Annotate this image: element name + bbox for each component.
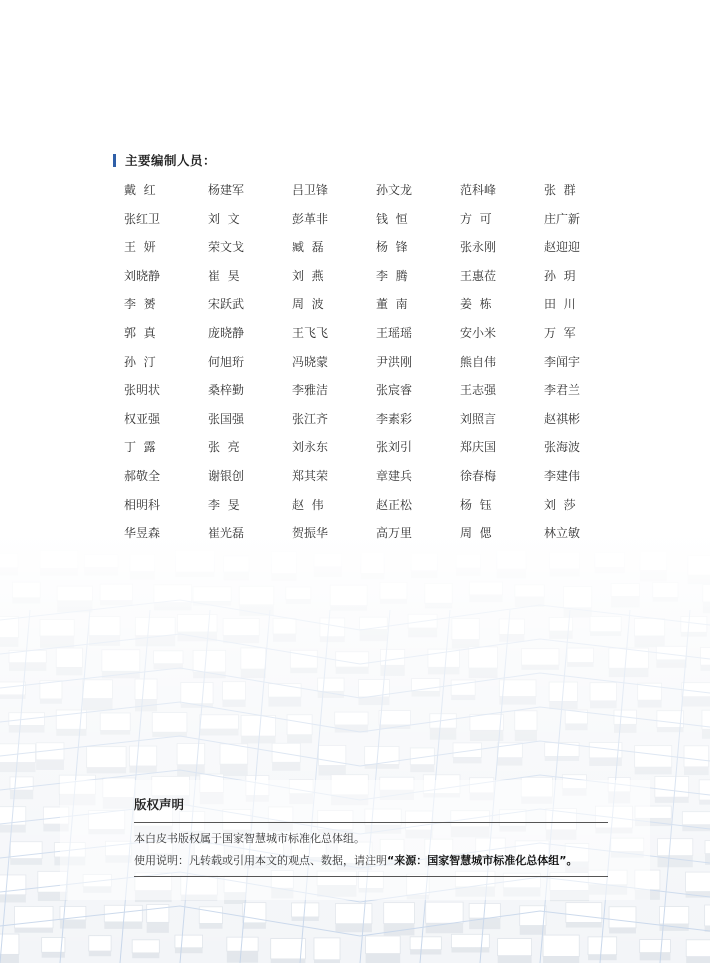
- editor-name: 张国强: [208, 411, 245, 426]
- editor-name: 王瑶瑶: [376, 325, 413, 340]
- editor-name: 刘 莎: [544, 497, 576, 512]
- usage-note-text: 使用说明：凡转载或引用本文的观点、数据，请注明: [134, 854, 387, 867]
- editor-name: 戴 红: [124, 183, 156, 197]
- editors-title-text: 主要编制人员：: [125, 153, 217, 168]
- editor-name: 彭革非: [292, 211, 329, 226]
- editor-name: 李 赟: [124, 297, 156, 312]
- editor-name: 章建兵: [376, 468, 413, 483]
- editor-name: 刘晓静: [124, 268, 161, 283]
- editor-name: 安小米: [460, 325, 497, 340]
- editor-name: 臧 磊: [292, 240, 324, 255]
- editor-name: 孙 汀: [124, 354, 156, 369]
- editor-name: 张海波: [544, 440, 581, 455]
- editor-name: 林立敏: [544, 526, 581, 541]
- editor-name: 杨 锋: [376, 240, 408, 255]
- editor-name: 宋跃武: [208, 297, 245, 312]
- editor-name: 赵迎迎: [544, 240, 581, 255]
- copyright-statement: 本白皮书版权属于国家智慧城市标准化总体组。: [134, 832, 365, 845]
- editor-name: 桑梓勤: [208, 383, 245, 398]
- editor-name: 张刘引: [376, 440, 413, 455]
- editor-name: 万 军: [544, 325, 576, 340]
- editor-name: 郑庆国: [460, 440, 497, 455]
- editor-name: 孙文龙: [376, 183, 413, 197]
- editor-name: 贺振华: [292, 526, 329, 541]
- editor-name: 赵祺彬: [544, 411, 581, 426]
- editor-name: 方 可: [460, 211, 492, 226]
- editor-name: 赵正松: [376, 497, 413, 512]
- editor-name: 王志强: [460, 383, 497, 398]
- editor-name: 孙 玥: [544, 268, 576, 283]
- editor-name: 李闻宇: [544, 354, 581, 369]
- copyright-divider-bottom: [134, 876, 608, 877]
- editor-name: 杨 钰: [460, 497, 492, 512]
- editor-name: 吕卫锋: [292, 183, 329, 197]
- editor-name: 田 川: [544, 297, 576, 312]
- editor-name: 周 波: [292, 297, 324, 312]
- editor-name: 钱 恒: [376, 211, 408, 226]
- editor-name: 高万里: [376, 526, 413, 541]
- editor-name: 权亚强: [124, 411, 161, 426]
- editor-name: 周 偲: [460, 526, 492, 541]
- editor-name: 王惠莅: [460, 268, 497, 283]
- editor-name: 王飞飞: [292, 325, 329, 340]
- editor-name: 李君兰: [544, 383, 581, 398]
- editor-name: 李 腾: [376, 268, 408, 283]
- editor-name: 姜 栋: [460, 297, 492, 312]
- editor-name: 李建伟: [544, 468, 581, 483]
- editor-name: 郝敬全: [124, 468, 161, 483]
- editor-name: 相明科: [124, 497, 161, 512]
- editor-name: 华昱森: [124, 526, 161, 541]
- city-background-illustration: [0, 530, 710, 963]
- editor-name: 何旭珩: [208, 354, 245, 369]
- editor-name: 王 妍: [124, 240, 156, 255]
- editor-name: 郑其荣: [292, 468, 329, 483]
- editor-name: 李素彩: [376, 411, 413, 426]
- editor-name: 谢银创: [208, 468, 245, 483]
- editor-name: 庄广新: [544, 211, 581, 226]
- editor-name: 张江齐: [292, 411, 329, 426]
- copyright-title: 版权声明: [134, 797, 185, 812]
- editors-names-grid: [124, 180, 604, 552]
- editor-name: 李雅洁: [292, 383, 329, 398]
- editor-name: 崔光磊: [208, 526, 245, 541]
- editor-name: 崔 昊: [208, 268, 240, 283]
- editor-name: 熊自伟: [460, 354, 497, 369]
- editor-name: 荣文戈: [208, 240, 245, 255]
- copyright-divider-top: [134, 822, 608, 823]
- editor-name: 刘照言: [460, 411, 497, 426]
- usage-note-source: “来源：国家智慧城市标准化总体组”。: [387, 854, 578, 867]
- editor-name: 张宸睿: [376, 383, 413, 398]
- editor-name: 刘 燕: [292, 268, 324, 283]
- editor-name: 丁 露: [124, 440, 156, 455]
- editor-name: 杨建军: [208, 183, 245, 197]
- editor-name: 张红卫: [124, 211, 161, 226]
- editor-name: 张永刚: [460, 240, 497, 255]
- editor-name: 刘 文: [208, 211, 240, 226]
- editor-name: 赵 伟: [292, 497, 324, 512]
- usage-note: [134, 853, 608, 868]
- editor-name: 刘永东: [292, 440, 329, 455]
- editor-name: 李 旻: [208, 497, 240, 512]
- copyright-section: [134, 796, 608, 877]
- editor-name: 张明状: [124, 383, 161, 398]
- editors-section-title: [113, 152, 216, 168]
- editor-name: 尹洪刚: [376, 354, 413, 369]
- editor-name: 范科峰: [460, 183, 497, 197]
- editor-name: 张 亮: [208, 440, 240, 455]
- editor-name: 郭 真: [124, 325, 156, 340]
- editor-name: 张 群: [544, 183, 576, 197]
- editor-name: 徐春梅: [460, 468, 497, 483]
- editor-name: 冯晓蒙: [292, 354, 329, 369]
- editor-name: 庞晓静: [208, 325, 245, 340]
- title-accent-bar: [113, 154, 116, 167]
- editor-name: 董 南: [376, 297, 408, 312]
